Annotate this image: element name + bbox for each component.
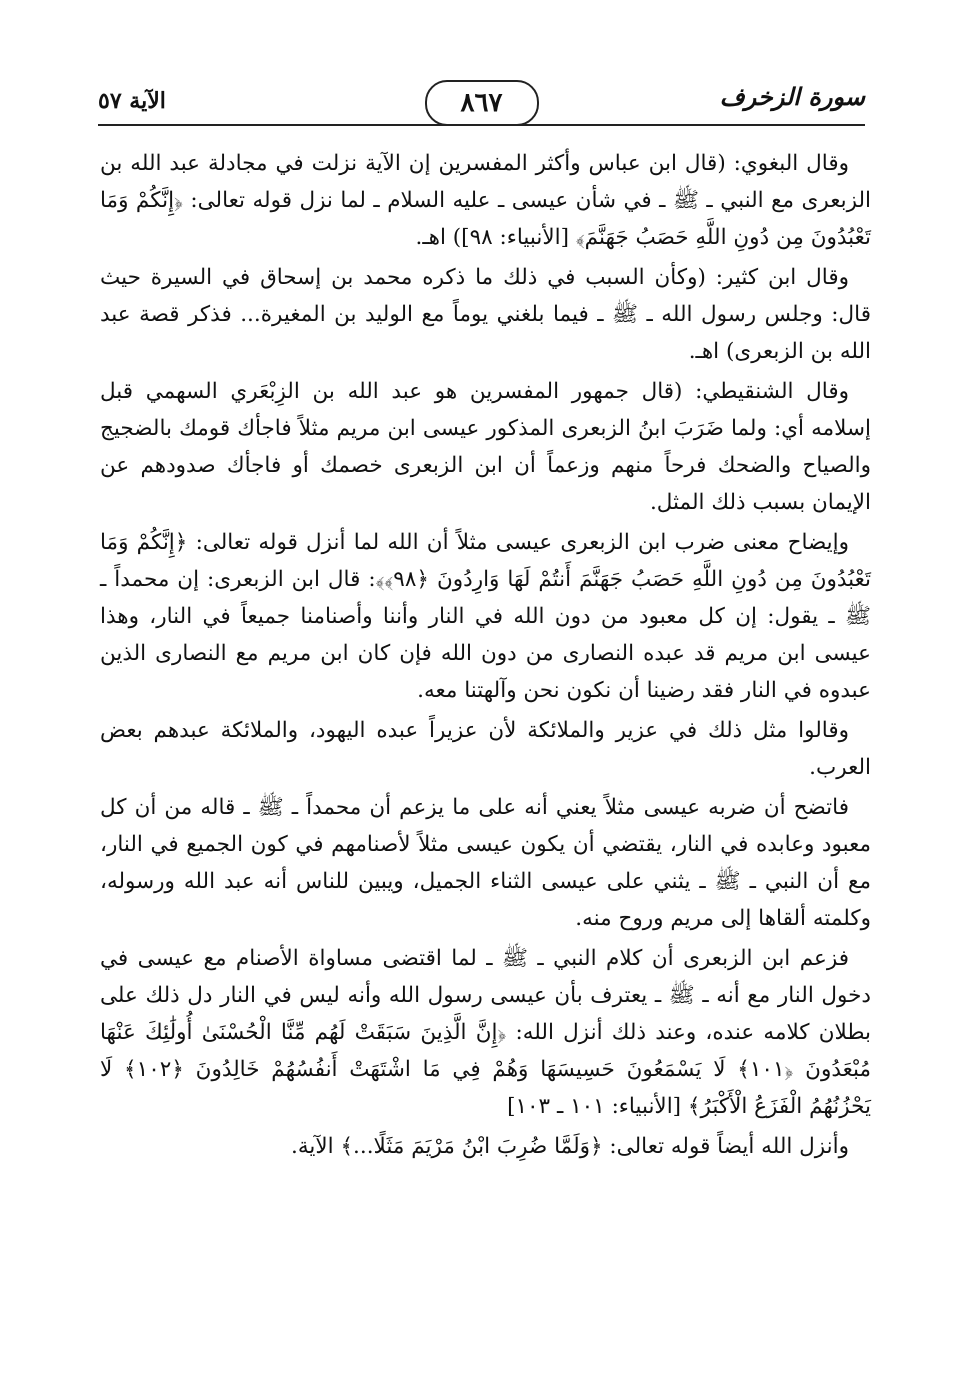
- paragraph-ibn-kathir: وقال ابن كثير: (وكأن السبب في ذلك ما ذكره محمد بن إسحاق في السيرة حيث قال: وجلس رسول الله ـ ﷺ ـ فيما بلغني يوماً مع الوليد بن المغيرة... فذكر قصة عبد الله بن الزبعرى) اهـ.: [100, 265, 871, 364]
- paragraph-shinqiti: وقال الشنقيطي: (قال جمهور المفسرين هو عبد الله بن الزِبْعَري السهمي قبل إسلامه أي: ولما ضَرَبَ ابنُ الزبعرى المذكور عيسى ابن مريم مثلاً فاجأك قومك بالضجيج والصياح والضحك فرحاً منهم وزعماً أن ابن الزبعرى خصمك أو فاجأك صدودهم عن الإيمان بسبب ذلك المثل.: [100, 379, 871, 515]
- header-divider: [98, 124, 865, 126]
- paragraph-explanation: وإيضاح معنى ضرب ابن الزبعرى عيسى مثلاً أن الله لما أنزل قوله تعالى: ﴿إِنَّكُمْ وَمَا تَعْبُدُونَ مِن دُونِ اللَّهِ حَصَبُ جَهَنَّمَ أَنتُمْ لَهَا وَارِدُونَ ﴿٩٨﴾﴾: قال ابن الزبعرى: إن محمداً ـ ﷺ ـ يقول: إن كل معبود من دون الله في النار وأننا وأصنامنا جميعاً في النار، وهذا عيسى ابن مريم قد عبده النصارى من دون الله فإن كان ابن مريم مع النصارى الذين عبدوه في النار فقد رضينا أن نكون نحن وآلهتنا معه.: [100, 530, 872, 703]
- page-number: ٨٦٧: [460, 88, 503, 118]
- page-header: [98, 80, 865, 124]
- paragraph-clarification: فاتضح أن ضربه عيسى مثلاً يعني أنه على ما يزعم أن محمداً ـ ﷺ ـ قاله من أن كل معبود وعابده في النار، يقتضي أن يكون عيسى مثلاً لأصنامهم في كون الجميع في النار، مع أن النبي ـ ﷺ ـ يثني على عيسى الثناء الجميل، ويبين للناس أنه عبد الله ورسوله، وكلمته ألقاها إلى مريم وروح منه.: [100, 795, 871, 931]
- paragraph-uzair: وقالوا مثل ذلك في عزير والملائكة لأن عزيراً عبده اليهود، والملائكة عبدهم بعض العرب.: [100, 718, 871, 780]
- page-number-frame: [425, 80, 539, 126]
- paragraph-baghawi: وقال البغوي: (قال ابن عباس وأكثر المفسرين إن الآية نزلت في مجادلة عبد الله بن الزبعرى مع النبي ـ ﷺ ـ في شأن عيسى ـ عليه السلام ـ لما نزل قوله تعالى: ﴿إِنَّكُمْ وَمَا تَعْبُدُونَ مِن دُونِ اللَّهِ حَصَبُ جَهَنَّمَ﴾ [الأنبياء: ٩٨]) اهـ.: [100, 151, 871, 250]
- page-body: [100, 145, 871, 1168]
- paragraph-revelation: وأنزل الله أيضاً قوله تعالى: ﴿وَلَمَّا ضُرِبَ ابْنُ مَرْيَمَ مَثَلًا...﴾ الآية.: [291, 1134, 849, 1159]
- ayah-label: الآية ٥٧: [98, 88, 166, 114]
- paragraph-claim: فزعم ابن الزبعرى أن كلام النبي ـ ﷺ ـ لما اقتضى مساواة الأصنام مع عيسى في دخول النار مع أنه ـ ﷺ ـ يعترف بأن عيسى رسول الله وأنه ليس في النار دل ذلك على بطلان كلامه عنده، وعند ذلك أنزل الله: ﴿إِنَّ الَّذِينَ سَبَقَتْ لَهُم مِّنَّا الْحُسْنَىٰ أُولَٰئِكَ عَنْهَا مُبْعَدُونَ ﴿١٠١﴾ لَا يَسْمَعُونَ حَسِيسَهَا وَهُمْ فِي مَا اشْتَهَتْ أَنفُسُهُمْ خَالِدُونَ ﴿١٠٢﴾ لَا يَحْزُنُهُمُ الْفَزَعُ الْأَكْبَرُ﴾ [الأنبياء: ١٠١ ـ ١٠٣]: [100, 946, 871, 1119]
- surah-title: سورة الزخرف: [719, 82, 865, 111]
